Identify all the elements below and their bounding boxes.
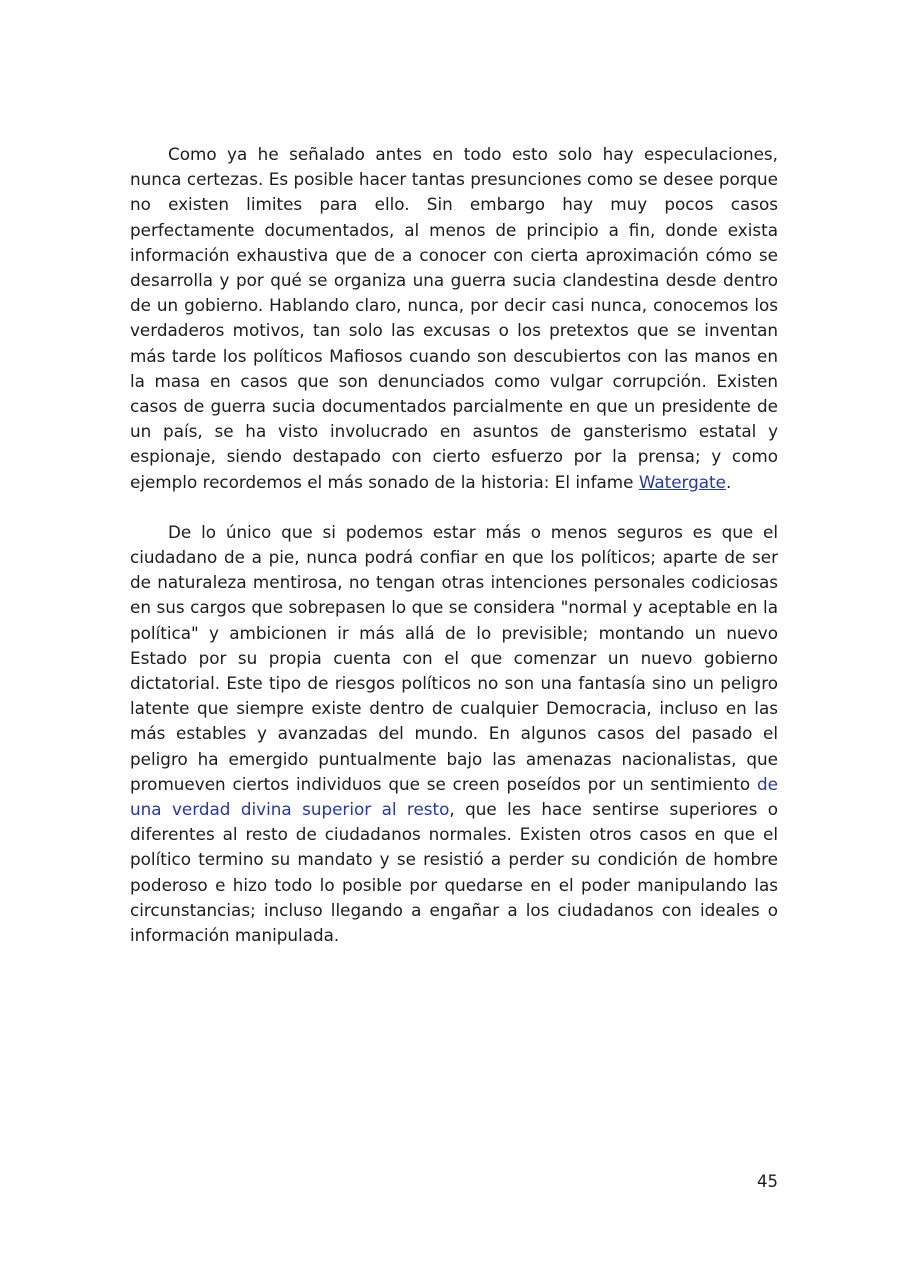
watergate-link[interactable]: Watergate <box>638 471 726 492</box>
verdad-divina-link[interactable]: de una verdad divina superior al resto <box>130 773 778 820</box>
paragraph-1-text-end: . <box>725 471 732 492</box>
paragraph-2 <box>130 520 778 948</box>
paragraph-1-text: Como ya he señalado antes en todo esto solo hay especulaciones, nunca certezas. Es posible hacer tantas presunciones como se desee porque no existen limites para ello. Sin embargo hay muy pocos casos perfectamente documentados, al menos de principio a fin, donde exista información exhaustiva que de a conocer con cierta aproximación cómo se desarrolla y por qué se organiza una guerra sucia clandestina desde dentro de un gobierno. Hablando claro, nunca, por decir casi nunca, conocemos los verdaderos motivos, tan solo las excusas o los pretextos que se inventan más tarde los políticos Mafiosos cuando son descubiertos con las manos en la masa en casos que son denunciados como vulgar corrupción. Existen casos de guerra sucia documentados parcialmente en que un presidente de un país, se ha visto involucrado en asuntos de gansterismo estatal y espionaje, siendo destapado con cierto esfuerzo por la prensa; y como ejemplo recordemos el más sonado de la historia: El infame <box>130 144 778 492</box>
paragraph-2-text: De lo único que si podemos estar más o menos seguros es que el ciudadano de a pie, nunca podrá confiar en que los políticos; aparte de ser de naturaleza mentirosa, no tengan otras intenciones personales codiciosas en sus cargos que sobrepasen lo que se considera "normal y aceptable en la política" y ambicionen ir más allá de lo previsible; montando un nuevo Estado por su propia cuenta con el que comenzar un nuevo gobierno dictatorial. Este tipo de riesgos políticos no son una fantasía sino un peligro latente que siempre existe dentro de cualquier Democracia, incluso en las más estables y avanzadas del mundo. En algunos casos del pasado el peligro ha emergido puntualmente bajo las amenazas nacionalistas, que promueven ciertos individuos que se creen poseídos por un sentimiento <box>130 521 778 794</box>
page-number: 45 <box>757 1172 778 1191</box>
paragraph-1 <box>130 142 778 495</box>
text-block <box>130 142 778 973</box>
paragraph-2-text-end: , que les hace sentirse superiores o diferentes al resto de ciudadanos normales. Existen otros casos en que el político termino su mandato y se resistió a perder su condición de hombre poderoso e hizo todo lo posible por quedarse en el poder manipulando las circunstancias; incluso llegando a engañar a los ciudadanos con ideales o información manipulada. <box>130 799 778 946</box>
